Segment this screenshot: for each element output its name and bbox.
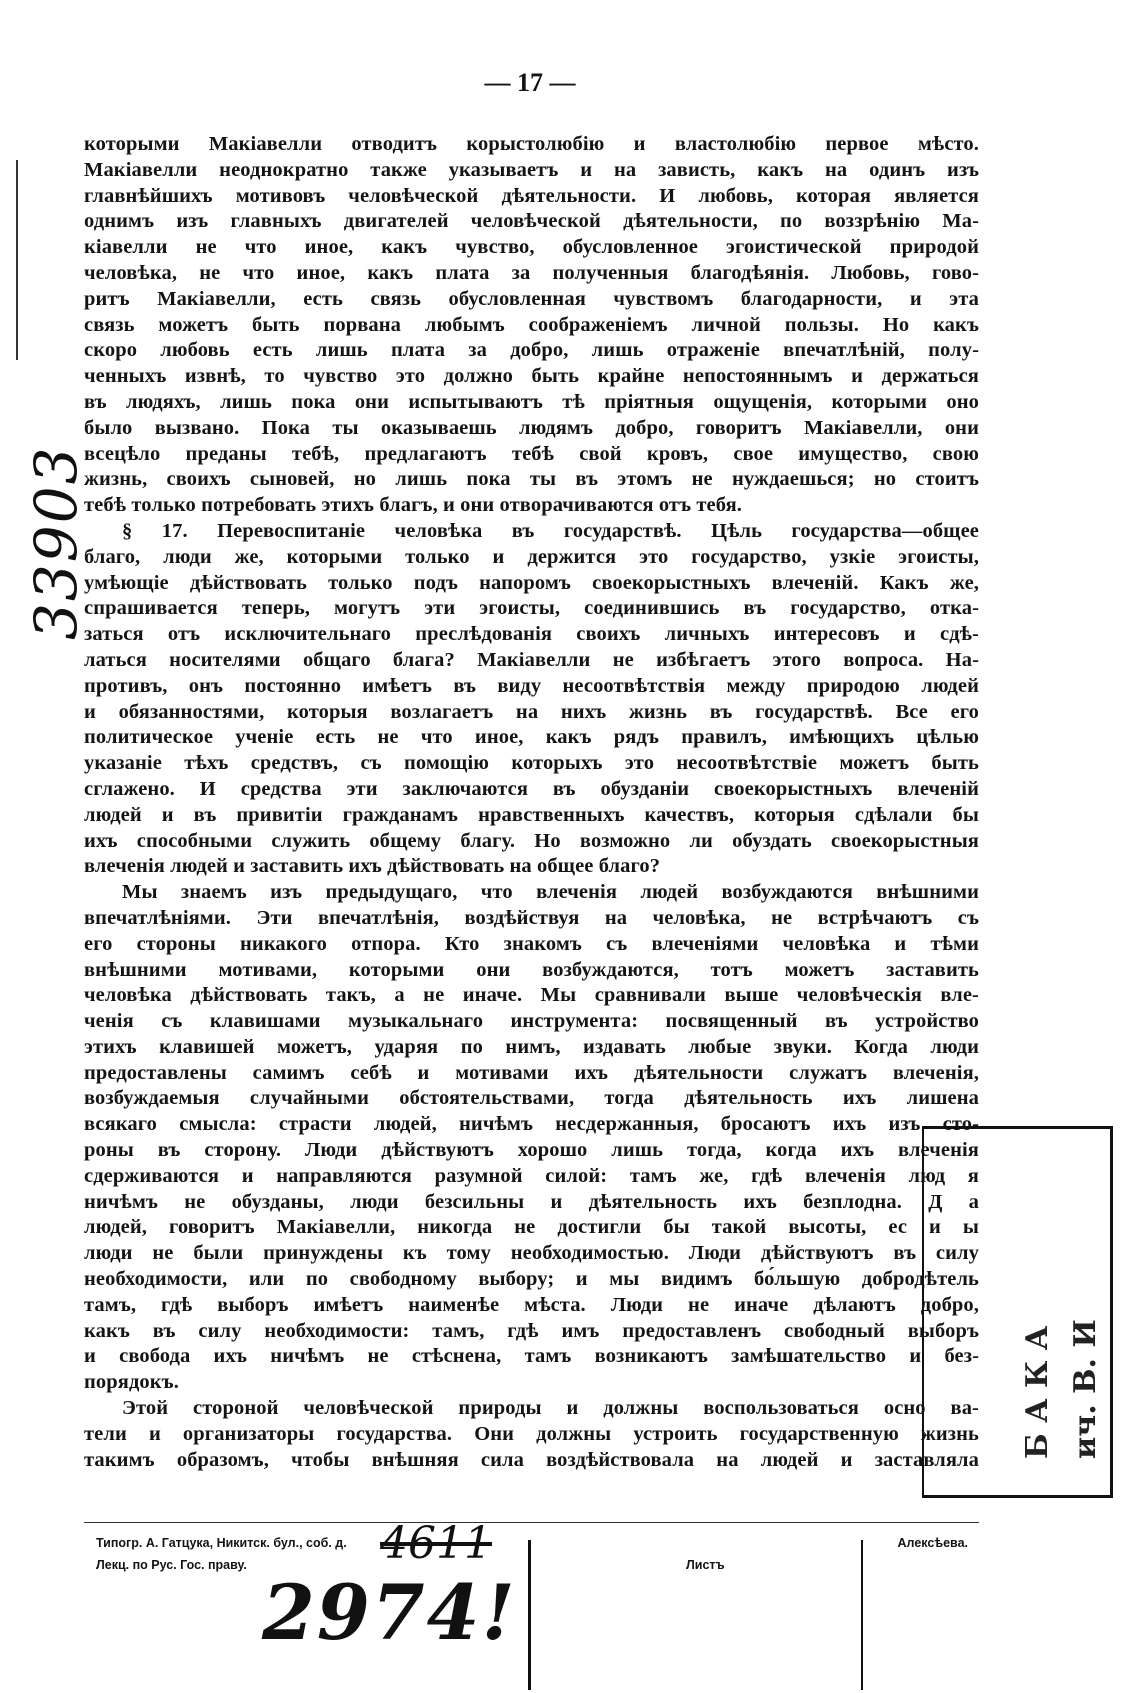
text-line: заться отъ исключительнаго преслѣдованія своихъ личныхъ интересовъ и сдѣ- <box>84 623 979 646</box>
text-line: всякаго смысла: страсти людей, ничѣмъ несдержанныя, бросаютъ ихъ изъ сто- <box>84 1113 979 1136</box>
text-line: ничѣмъ не обузданы, люди безсильны и дѣятельность ихъ безплодна. Д а <box>84 1190 979 1213</box>
text-line: ченія съ клавишами музыкальнаго инструмента: посвященный въ устройство <box>84 1010 979 1033</box>
text-line: ченныхъ извнѣ, то чувство это должно быть крайне непостояннымъ и держаться <box>84 365 979 388</box>
text-line: тели и организаторы государства. Они должны устроить государственную жизнь <box>84 1422 979 1445</box>
library-stamp <box>922 1126 1113 1498</box>
text-line: этихъ клавишей можетъ, ударяя по нимъ, издавать любые звуки. Когда люди <box>84 1035 979 1058</box>
bottom-stamp <box>528 1540 863 1690</box>
text-line: Этой стороной человѣческой природы и должны воспользоваться осно ва- <box>122 1397 979 1420</box>
text-line: внѣшними мотивами, которыми они возбуждаются, тотъ можетъ заставить <box>84 958 979 981</box>
text-line: скоро любовь есть лишь плата за добро, лишь отраженіе впечатлѣній, полу- <box>84 339 979 362</box>
text-line: сдерживаются и направляются разумной силой: тамъ же, гдѣ влеченія люд я <box>84 1164 979 1187</box>
text-line: въ людяхъ, лишь пока они испытываютъ тѣ пріятныя ощущенія, которыми оно <box>84 390 979 413</box>
text-line: было вызвано. Пока ты оказываешь людямъ добро, говоритъ Макіавелли, они <box>84 416 979 439</box>
text-line: латься носителями общаго блага? Макіавелли не избѣгаетъ этого вопроса. На- <box>84 648 979 671</box>
text-line: спрашивается теперь, могутъ эти эгоисты, соединившись въ государство, отка- <box>84 597 979 620</box>
page-number: — 17 — <box>484 68 576 97</box>
text-line: человѣка дѣйствовать такъ, а не иначе. Мы сравнивали выше человѣческія вле- <box>84 984 979 1007</box>
text-line: тамъ, гдѣ выборъ имѣетъ наименѣе мѣста. Люди не иначе дѣлаютъ добро, <box>84 1293 979 1316</box>
text-line: порядокъ. <box>84 1371 179 1394</box>
text-line: его стороны никакого отпора. Кто знакомъ съ влеченіями человѣка и тѣми <box>84 932 979 955</box>
text-line: впечатлѣніями. Эти впечатлѣнія, воздѣйствуя на человѣка, не встрѣчаютъ съ <box>84 906 979 929</box>
text-line: какъ въ силу необходимости: тамъ, гдѣ имъ предоставленъ свободный выборъ <box>84 1319 979 1342</box>
stamp-line-1: Б А К А <box>1020 1325 1055 1459</box>
text-line: главнѣйшихъ мотивовъ человѣческой дѣятельности. И любовь, которая является <box>84 184 979 207</box>
body-text <box>84 132 979 1473</box>
text-line: людей и въ привитіи гражданамъ нравственныхъ качествъ, которыя сдѣлали бы <box>84 803 979 826</box>
handwritten-crossed-number: 4611 <box>380 1518 492 1569</box>
text-line: влеченія людей и заставить ихъ дѣйствовать на общее благо? <box>84 855 661 878</box>
footer-sheet: Листъ <box>686 1558 725 1572</box>
text-line: и обязанностями, которыя возлагаетъ на нихъ жизнь въ государствѣ. Все его <box>84 700 979 723</box>
text-line: § 17. Перевоспитаніе человѣка въ государствѣ. Цѣль государства—общее <box>122 519 979 542</box>
text-line: люди не были принуждены къ тому необходимостью. Люди дѣйствуютъ въ силу <box>84 1242 979 1265</box>
text-line: предоставлены самимъ себѣ и мотивами ихъ дѣятельности служатъ влеченія, <box>84 1061 979 1084</box>
text-line: противъ, онъ постоянно имѣетъ въ виду несоотвѣтствія между природою людей <box>84 674 979 697</box>
text-line: ритъ Макіавелли, есть связь обусловленная чувствомъ благодарности, и эта <box>84 287 979 310</box>
text-line: Макіавелли неоднократно также указываетъ и на зависть, какъ на одинъ изъ <box>84 158 979 181</box>
text-line: человѣка, не что иное, какъ плата за полученныя благодѣянія. Любовь, гово- <box>84 261 979 284</box>
text-line: необходимости, или по свободному выбору; и мы видимъ бо́льшую добродѣтель <box>84 1268 979 1291</box>
stamp-line-2: ич. В. И <box>1068 1319 1103 1459</box>
text-line: которыми Макіавелли отводитъ корыстолюбію и властолюбію первое мѣсто. <box>84 133 979 155</box>
text-line: сглажено. И средства эти заключаются въ обузданіи своекорыстныхъ влеченій <box>84 777 979 800</box>
margin-line <box>16 160 18 360</box>
text-line: умѣющіе дѣйствовать только подъ напоромъ своекорыстныхъ влеченій. Какъ же, <box>84 571 979 594</box>
text-line: тебѣ только потребовать этихъ благъ, и они отворачиваются отъ тебя. <box>84 494 742 517</box>
handwritten-margin-number: 33903 <box>22 445 90 640</box>
text-line: однимъ изъ главныхъ двигателей человѣческой дѣятельности, по воззрѣнію Ма- <box>84 210 979 233</box>
footer-printer: Типогр. А. Гатцука, Никитск. бул., соб. д. <box>96 1536 347 1550</box>
text-line: благо, люди же, которыми только и держится это государство, узкіе эгоисты, <box>84 545 979 568</box>
text-line: людей, говоритъ Макіавелли, никогда не достигли бы такой высоты, ес и ы <box>84 1216 979 1239</box>
text-line: возбуждаемыя случайными обстоятельствами, тогда дѣятельность ихъ лишена <box>84 1087 979 1110</box>
text-line: связь можетъ быть порвана любымъ соображеніемъ личной пользы. Но какъ <box>84 313 979 336</box>
text-line: роны въ сторону. Люди дѣйствуютъ хорошо лишь тогда, когда ихъ влеченія <box>84 1139 979 1162</box>
handwritten-bottom-number: 2974! <box>262 1568 517 1657</box>
text-line: всецѣло преданы тебѣ, предлагаютъ тебѣ свой кровъ, свое имущество, свою <box>84 442 979 465</box>
text-line: кіавелли не что иное, какъ чувство, обусловленное эгоистической природой <box>84 236 979 259</box>
footer-lecture: Лекц. по Рус. Гос. праву. <box>96 1558 247 1572</box>
text-line: ихъ способными служить общему благу. Но возможно ли обуздать своекорыстныя <box>84 829 979 852</box>
text-line: жизнь, своихъ сыновей, но лишь пока ты въ этомъ не нуждаешься; но стоитъ <box>84 468 979 491</box>
footer-rule <box>84 1522 979 1523</box>
text-line: и свобода ихъ ничѣмъ не стѣснена, тамъ возникаютъ замѣшательство и без- <box>84 1345 979 1368</box>
text-line: политическое ученіе есть не что иное, какъ рядъ правилъ, имѣющихъ цѣлью <box>84 726 979 749</box>
text-line: такимъ образомъ, чтобы внѣшняя сила воздѣйствовала на людей и заставляла <box>84 1448 979 1471</box>
text-line: указаніе тѣхъ средствъ, съ помощію которыхъ это несоотвѣтствіе можетъ быть <box>84 752 979 775</box>
footer-printer-name: Алексѣева. <box>897 1536 968 1550</box>
text-line: Мы знаемъ изъ предыдущаго, что влеченія людей возбуждаются внѣшними <box>122 881 979 904</box>
